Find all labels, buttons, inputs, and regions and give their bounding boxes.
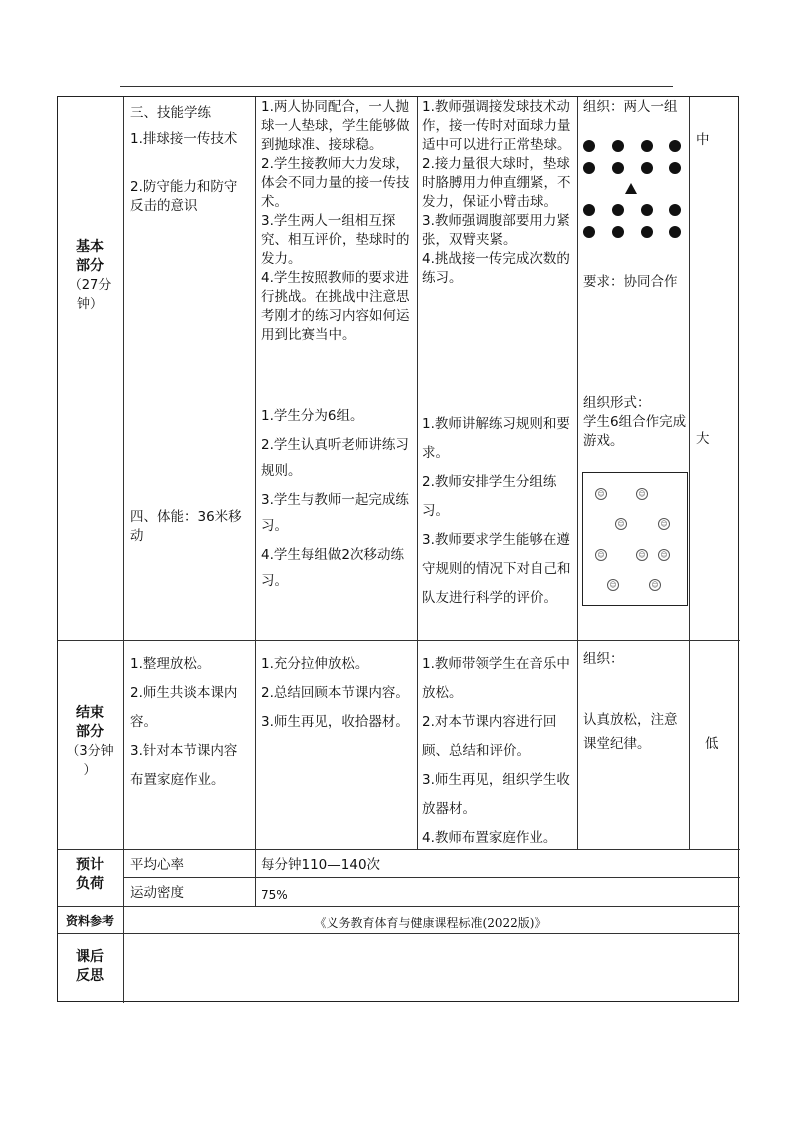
col-divider (689, 97, 690, 849)
col-divider (255, 97, 256, 906)
ending-intensity: 低 (705, 736, 719, 752)
reference-value: 《义务教育体育与健康课程标准(2022版)》 (314, 916, 547, 930)
player-dot-icon (612, 226, 624, 238)
ending-content: 1.整理放松。 2.师生共谈本课内容。 3.针对本节课内容布置家庭作业。 (130, 656, 238, 788)
player-dot-icon (641, 226, 653, 238)
player-smiley-icon: ☺ (658, 518, 670, 530)
player-dot-icon (641, 204, 653, 216)
row-divider (58, 906, 740, 907)
basic-content-a: 三、技能学练 1.排球接一传技术 2.防守能力和防守反击的意识 (130, 105, 238, 214)
basic-section-label: 基本 部分 （27分 钟） (68, 239, 112, 312)
player-dot-icon (612, 162, 624, 174)
header-rule (120, 86, 673, 87)
player-smiley-icon: ☺ (595, 488, 607, 500)
reflection-label: 课后 反思 (76, 949, 104, 984)
row-divider (58, 849, 740, 850)
row-divider (58, 933, 740, 934)
col-divider (577, 97, 578, 849)
player-smiley-icon: ☺ (595, 549, 607, 561)
player-dot-icon (669, 162, 681, 174)
ending-teacher: 1.教师带领学生在音乐中放松。 2.对本节课内容进行回顾、总结和评价。 3.师生再见，组织学生收放器材。 4.教师布置家庭作业。 (422, 656, 570, 846)
basic-content-b: 四、体能：36米移动 (130, 509, 242, 544)
ending-org-requirement: 认真放松，注意课堂纪律。 (583, 712, 678, 752)
row-divider (123, 877, 740, 878)
basic-teacher-a: 1.教师强调接发球技术动作，接一传时对面球力量适中可以进行正常垫球。 2.接力量很大球时，垫球时胳膊用力伸直绷紧，不发力，保证小臂击球。 3.教师强调腹部要用力紧张，双臂夹紧。 4.挑战接一传完成次数的练习。 (422, 99, 571, 286)
teacher-triangle-icon (625, 183, 637, 194)
player-dot-icon (669, 140, 681, 152)
player-smiley-icon: ☺ (607, 579, 619, 591)
ending-section-label: 结束 部分 （3分钟 ） (66, 705, 114, 778)
col-divider (123, 97, 124, 1003)
formation-diagram (583, 140, 687, 240)
ending-student: 1.充分拉伸放松。 2.总结回顾本节课内容。 3.师生再见，收拾器材。 (261, 656, 409, 730)
player-dot-icon (669, 226, 681, 238)
player-smiley-icon: ☺ (615, 518, 627, 530)
player-dot-icon (641, 140, 653, 152)
col-divider (417, 97, 418, 849)
row-divider (58, 640, 740, 641)
player-smiley-icon: ☺ (658, 549, 670, 561)
org-a-requirement: 要求：协同合作 (583, 274, 678, 290)
heart-rate-label: 平均心率 (130, 857, 184, 873)
player-smiley-icon: ☺ (649, 579, 661, 591)
heart-rate-value: 每分钟110—140次 (261, 857, 381, 873)
player-dot-icon (583, 226, 595, 238)
density-value: 75% (261, 888, 288, 902)
game-field-diagram (582, 472, 688, 606)
ending-org-title: 组织： (583, 651, 624, 667)
player-dot-icon (583, 162, 595, 174)
player-dot-icon (612, 204, 624, 216)
intensity-b: 大 (696, 431, 710, 447)
player-dot-icon (669, 204, 681, 216)
player-dot-icon (612, 140, 624, 152)
player-smiley-icon: ☺ (636, 549, 648, 561)
org-b-title: 组织形式： 学生6组合作完成游戏。 (583, 395, 687, 449)
basic-teacher-b: 1.教师讲解练习规则和要求。 2.教师安排学生分组练习。 3.教师要求学生能够在遵守规则的情况下对自己和队友进行科学的评价。 (422, 416, 571, 606)
player-dot-icon (583, 204, 595, 216)
basic-student-b: 1.学生分为6组。 2.学生认真听老师讲练习规则。 3.学生与教师一起完成练习。 4.学生每组做2次移动练习。 (261, 408, 409, 589)
reference-label: 资料参考 (65, 914, 114, 928)
org-a-title: 组织：两人一组 (583, 99, 678, 115)
basic-student-a: 1.两人协同配合，一人抛球一人垫球，学生能够做到抛球准、接球稳。 2.学生接教师大力发球，体会不同力量的接一传技术。 3.学生两人一组相互探究、相互评价，垫球时的发力。 4.学生按照教师的要求进行挑战。在挑战中注意思考刚才的练习内容如何运用到比赛当中。 (261, 99, 410, 343)
intensity-a: 中 (696, 132, 710, 148)
player-dot-icon (583, 140, 595, 152)
player-smiley-icon: ☺ (636, 488, 648, 500)
load-label: 预计 负荷 (76, 857, 104, 892)
player-dot-icon (641, 162, 653, 174)
density-label: 运动密度 (130, 885, 184, 901)
